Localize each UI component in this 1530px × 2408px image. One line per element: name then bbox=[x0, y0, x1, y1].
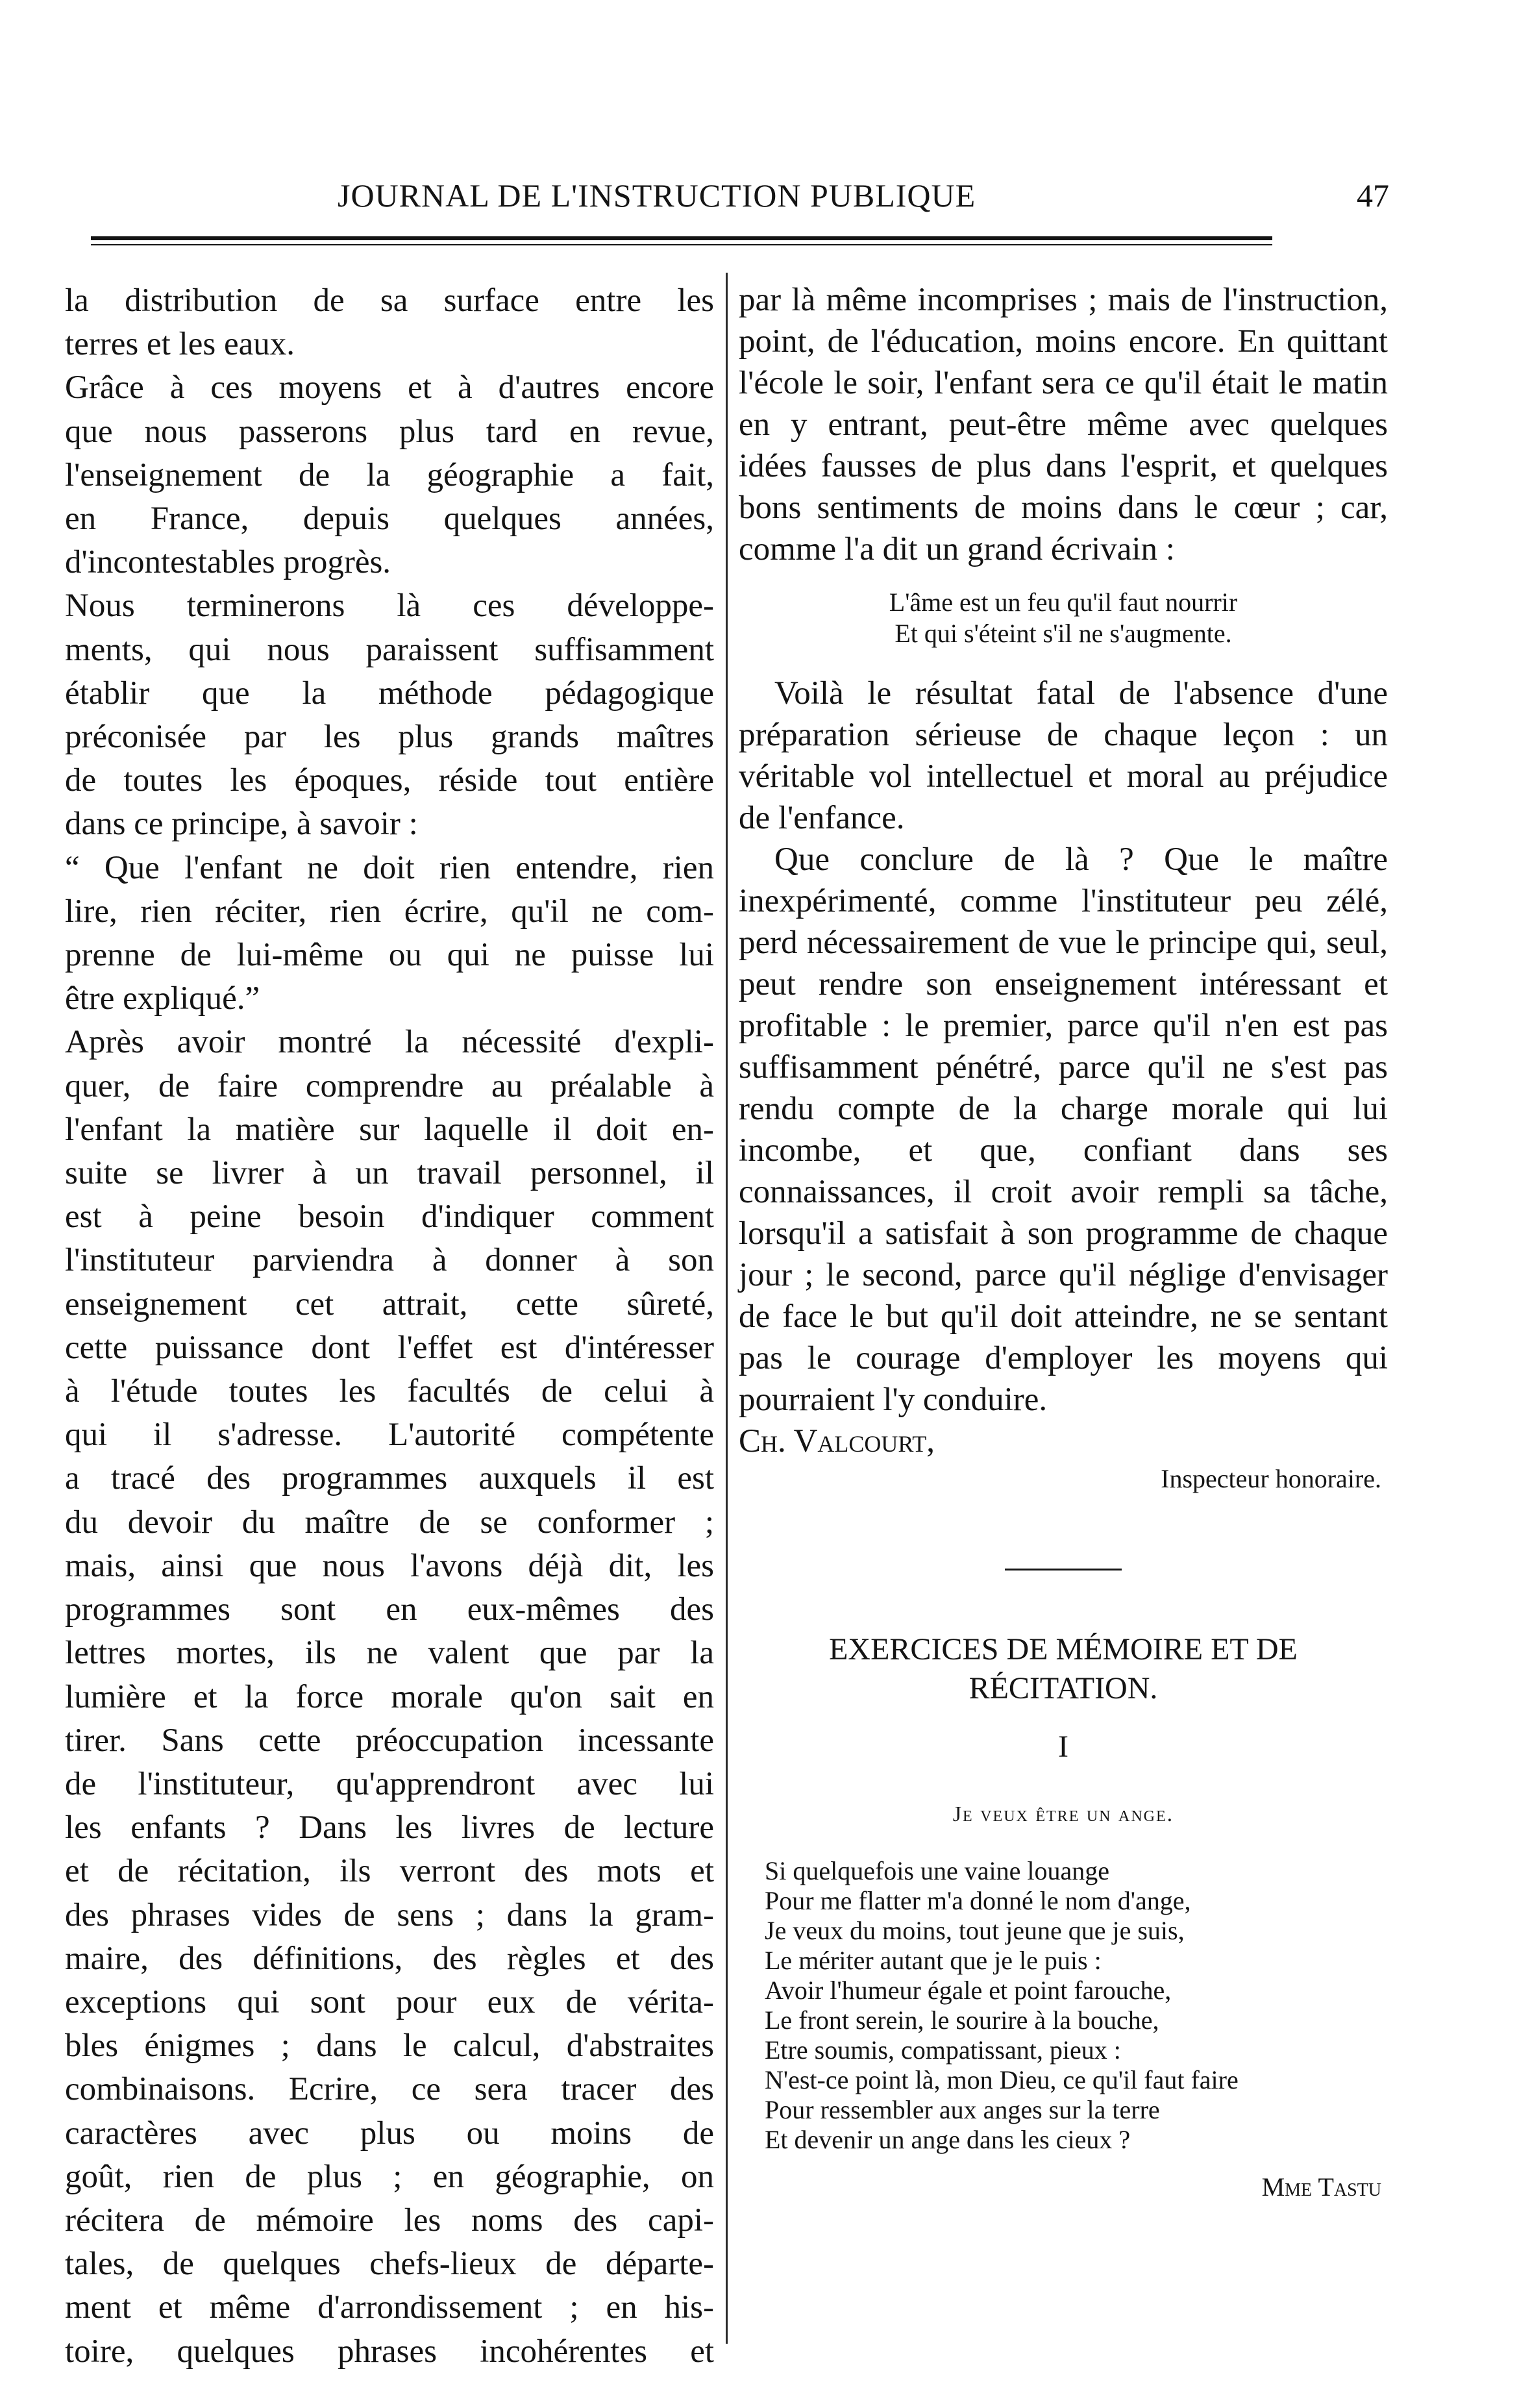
poem-line: Etre soumis, compatissant, pieux : bbox=[765, 2035, 1121, 2065]
text-line: dans ce principe, à savoir : bbox=[65, 806, 418, 843]
quotation bbox=[739, 587, 1388, 649]
signature-role: Inspecteur honoraire. bbox=[1161, 1464, 1381, 1493]
text-line: programmes sont en eux-mêmes des bbox=[65, 1591, 714, 1628]
text-line: être expliqué.” bbox=[65, 980, 260, 1017]
text-line: cette puissance dont l'effet est d'intéresser bbox=[65, 1329, 714, 1366]
quote-line: L'âme est un feu qu'il faut nourrir bbox=[889, 588, 1238, 617]
paragraph: par là même incomprises ; mais de l'instruction, point, de l'éducation, moins encore. En quittant l'école le soir, l'enfant sera ce qu'il était le matin en y entrant, peut-être même avec quelques idées fausses de plus dans l'esprit, et quelques bons sentiments de moins dans le cœur ; car, comme l'a dit un grand écrivain : bbox=[739, 282, 1388, 567]
text-line: maire, des définitions, des règles et des bbox=[65, 1940, 714, 1977]
signature bbox=[739, 1421, 1388, 1462]
section-separator bbox=[1005, 1569, 1122, 1570]
poem-line: Pour ressembler aux anges sur la terre bbox=[765, 2095, 1160, 2124]
text-line: mais, ainsi que nous l'avons déjà dit, les bbox=[65, 1547, 714, 1584]
text-line: d'incontestables progrès. bbox=[65, 544, 391, 581]
text-line: “ Que l'enfant ne doit rien entendre, rien bbox=[65, 849, 714, 886]
text-line: la distribution de sa surface entre les bbox=[65, 282, 714, 319]
text-line: lettres mortes, ils ne valent que par la bbox=[65, 1635, 714, 1672]
text-line: l'instituteur parviendra à donner à son bbox=[65, 1242, 714, 1279]
text-line: Après avoir montré la nécessité d'expli- bbox=[65, 1024, 714, 1061]
text-line: combinaisons. Ecrire, ce sera tracer des bbox=[65, 2071, 714, 2108]
poem-line: N'est-ce point là, mon Dieu, ce qu'il faut faire bbox=[765, 2065, 1239, 2094]
section-number: I bbox=[1058, 1730, 1068, 1764]
running-head bbox=[91, 177, 1389, 222]
text-line: enseignement cet attrait, cette sûreté, bbox=[65, 1285, 714, 1322]
paragraph: Que conclure de là ? Que le maître inexpérimenté, comme l'instituteur peu zélé, perd nécessairement de vue le principe qui, seul, peut rendre son enseignement intéressant et profitable : le premier, parce qu'il n'en est pas suffisamment pénétré, parce qu'il ne s'est pas rendu compte de la charge morale qui lui incombe, et que, confiant dans ses connaissances, il croit avoir rempli sa tâche, lorsqu'il a satisfait à son programme de chaque jour ; le second, parce qu'il néglige d'envisager de face le but qu'il doit atteindre, ne se sentant pas le courage d'employer les moyens qui pourraient l'y conduire. bbox=[739, 841, 1388, 1418]
poem-line: Je veux du moins, tout jeune que je suis, bbox=[765, 1916, 1185, 1945]
text-line: toire, quelques phrases incohérentes et bbox=[65, 2333, 714, 2370]
text-line: à l'étude toutes les facultés de celui à bbox=[65, 1373, 714, 1410]
text-line: exceptions qui sont pour eux de vérita- bbox=[65, 1983, 714, 2020]
text-line: a tracé des programmes auxquels il est bbox=[65, 1460, 714, 1497]
header-rule-thin bbox=[91, 244, 1272, 245]
page-number: 47 bbox=[1357, 177, 1389, 214]
section-title: EXERCICES DE MÉMOIRE ET DE RÉCITATION. bbox=[829, 1632, 1298, 1706]
poem-line: Pour me flatter m'a donné le nom d'ange, bbox=[765, 1886, 1191, 1915]
text-line: qui il s'adresse. L'autorité compétente bbox=[65, 1417, 714, 1454]
text-line: établir que la méthode pédagogique bbox=[65, 675, 714, 712]
poem-line: Et devenir un ange dans les cieux ? bbox=[765, 2125, 1131, 2154]
text-line: bles énigmes ; dans le calcul, d'abstraites bbox=[65, 2028, 714, 2065]
right-column bbox=[739, 279, 1388, 2208]
paragraph: Voilà le résultat fatal de l'absence d'une préparation sérieuse de chaque leçon : un véritable vol intellectuel et moral au préjudice de l'enfance. bbox=[739, 675, 1388, 836]
text-line: que nous passerons plus tard en revue, bbox=[65, 413, 714, 450]
text-line: terres et les eaux. bbox=[65, 326, 295, 363]
poem-author: Mme Tastu bbox=[1261, 2172, 1381, 2202]
poem-line: Avoir l'humeur égale et point farouche, bbox=[765, 1976, 1172, 2005]
text-line: lire, rien réciter, rien écrire, qu'il ne com- bbox=[65, 893, 714, 930]
text-line: suite se livrer à un travail personnel, il bbox=[65, 1155, 714, 1192]
text-line: Nous terminerons là ces développe- bbox=[65, 588, 714, 625]
left-column bbox=[65, 279, 714, 2374]
text-line: et de récitation, ils verront des mots et bbox=[65, 1853, 714, 1890]
text-line: tirer. Sans cette préoccupation incessante bbox=[65, 1722, 714, 1759]
text-line: des phrases vides de sens ; dans la gram- bbox=[65, 1896, 714, 1933]
poem-line: Le mériter autant que je le puis : bbox=[765, 1946, 1102, 1975]
text-line: de l'instituteur, qu'apprendront avec lui bbox=[65, 1765, 714, 1802]
text-line: ments, qui nous paraissent suffisamment bbox=[65, 631, 714, 668]
header-rule bbox=[91, 236, 1272, 240]
poem-line: Le front serein, le sourire à la bouche, bbox=[765, 2005, 1159, 2035]
text-line: récitera de mémoire les noms des capi- bbox=[65, 2202, 714, 2239]
text-line: les enfants ? Dans les livres de lecture bbox=[65, 1809, 714, 1846]
text-line: goût, rien de plus ; en géographie, on bbox=[65, 2158, 714, 2195]
poem-line: Si quelquefois une vaine louange bbox=[765, 1856, 1109, 1885]
text-line: l'enseignement de la géographie a fait, bbox=[65, 456, 714, 493]
text-line: Grâce à ces moyens et à d'autres encore bbox=[65, 369, 714, 406]
signature-name: Ch. Valcourt, bbox=[739, 1423, 935, 1459]
text-line: de toutes les époques, réside tout entière bbox=[65, 762, 714, 799]
poem-title: Je veux être un ange. bbox=[952, 1802, 1174, 1826]
text-line: tales, de quelques chefs-lieux de départe- bbox=[65, 2246, 714, 2283]
text-line: est à peine besoin d'indiquer comment bbox=[65, 1198, 714, 1235]
text-line: du devoir du maître de se conformer ; bbox=[65, 1504, 714, 1541]
text-line: l'enfant la matière sur laquelle il doit en- bbox=[65, 1111, 714, 1148]
text-line: prenne de lui-même ou qui ne puisse lui bbox=[65, 937, 714, 974]
text-line: lumière et la force morale qu'on sait en bbox=[65, 1678, 714, 1715]
journal-title: JOURNAL DE L'INSTRUCTION PUBLIQUE bbox=[338, 177, 976, 214]
column-divider bbox=[726, 273, 728, 2344]
quote-line: Et qui s'éteint s'il ne s'augmente. bbox=[895, 619, 1232, 648]
text-line: préconisée par les plus grands maîtres bbox=[65, 719, 714, 756]
text-line: ment et même d'arrondissement ; en his- bbox=[65, 2289, 714, 2326]
text-line: caractères avec plus ou moins de bbox=[65, 2115, 714, 2152]
text-line: en France, depuis quelques années, bbox=[65, 501, 714, 538]
text-line: quer, de faire comprendre au préalable à bbox=[65, 1067, 714, 1104]
poem bbox=[739, 1856, 1388, 2155]
